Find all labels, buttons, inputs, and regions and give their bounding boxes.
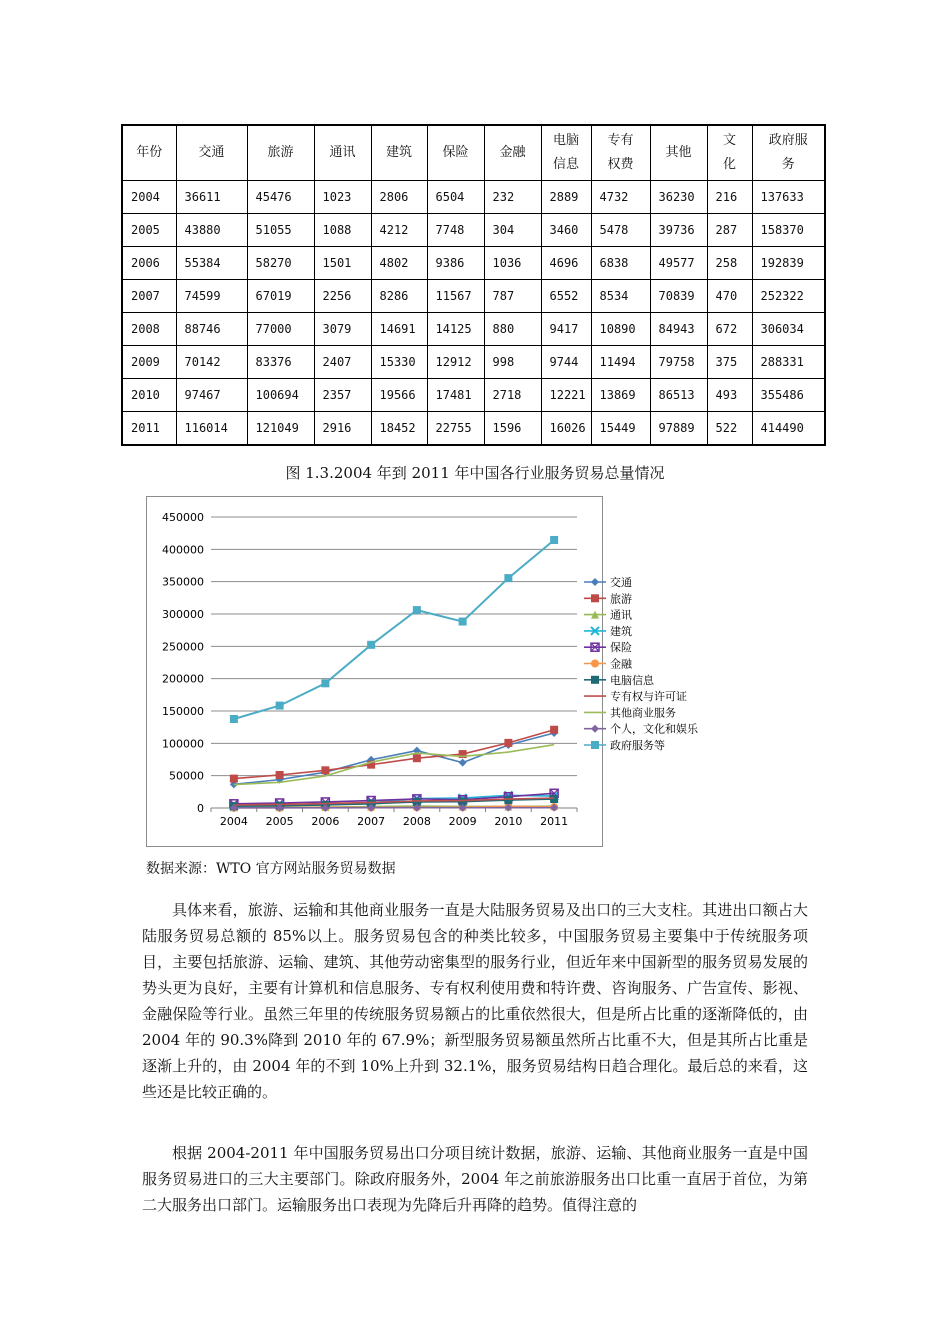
table-cell: 2006	[122, 247, 176, 280]
table-cell: 100694	[247, 379, 314, 412]
x-tick-label: 2010	[494, 815, 523, 828]
table-cell: 4732	[591, 181, 650, 214]
chart-svg	[147, 497, 698, 846]
table-cell: 6504	[427, 181, 484, 214]
table-cell: 70142	[176, 346, 247, 379]
table-cell: 1036	[484, 247, 541, 280]
table-cell: 116014	[176, 412, 247, 446]
table-row	[122, 346, 825, 379]
legend-label: 政府服务等	[610, 739, 665, 752]
table-cell: 2916	[314, 412, 371, 446]
table-cell: 12912	[427, 346, 484, 379]
source-note: 数据来源：WTO 官方网站服务贸易数据	[146, 861, 396, 877]
table-cell: 3079	[314, 313, 371, 346]
table-cell: 12221	[541, 379, 591, 412]
table-cell: 355486	[752, 379, 825, 412]
header-cell: 金融	[484, 125, 541, 181]
y-tick-label: 300000	[162, 608, 204, 621]
table-cell: 2407	[314, 346, 371, 379]
legend-label: 交通	[610, 576, 632, 589]
table-cell: 13869	[591, 379, 650, 412]
table-cell: 51055	[247, 214, 314, 247]
data-point	[504, 574, 512, 582]
data-point	[459, 618, 467, 626]
table-body	[122, 181, 825, 446]
table-cell: 375	[707, 346, 752, 379]
data-point	[230, 775, 238, 783]
y-tick-label: 400000	[162, 543, 204, 557]
legend-marker	[591, 676, 599, 684]
table-cell: 86513	[650, 379, 707, 412]
table-cell: 17481	[427, 379, 484, 412]
table-cell: 232	[484, 181, 541, 214]
legend-marker	[591, 741, 599, 749]
table-cell: 998	[484, 346, 541, 379]
y-tick-label: 450000	[162, 511, 204, 524]
y-tick-label: 0	[197, 802, 204, 815]
data-point	[276, 771, 284, 779]
table-cell: 121049	[247, 412, 314, 446]
legend-label: 建筑	[610, 624, 632, 638]
table-cell: 11494	[591, 346, 650, 379]
table-cell: 1596	[484, 412, 541, 446]
x-tick-label: 2004	[219, 815, 248, 828]
data-point	[504, 796, 512, 804]
header-row	[122, 125, 825, 181]
table-cell: 88746	[176, 313, 247, 346]
x-tick-label: 2011	[540, 815, 569, 828]
x-tick-label: 2009	[448, 815, 477, 828]
table-cell: 16026	[541, 412, 591, 446]
y-tick-label: 200000	[162, 672, 204, 686]
table-cell: 9386	[427, 247, 484, 280]
data-point	[413, 606, 421, 614]
table-row	[122, 247, 825, 280]
table-cell: 6838	[591, 247, 650, 280]
table-cell: 14691	[371, 313, 427, 346]
table-cell: 287	[707, 214, 752, 247]
table-cell: 58270	[247, 247, 314, 280]
table-cell: 10890	[591, 313, 650, 346]
table-cell: 2256	[314, 280, 371, 313]
table-cell: 2718	[484, 379, 541, 412]
table-cell: 2011	[122, 412, 176, 446]
table-cell: 14125	[427, 313, 484, 346]
x-tick-label: 2007	[357, 815, 386, 828]
table-cell: 97889	[650, 412, 707, 446]
legend-label: 旅游	[610, 592, 632, 606]
table-cell: 83376	[247, 346, 314, 379]
table-cell: 2004	[122, 181, 176, 214]
header-cell: 政府服 务	[752, 125, 825, 181]
legend-label: 专有权与许可证	[610, 690, 687, 704]
table-cell: 137633	[752, 181, 825, 214]
table-cell: 672	[707, 313, 752, 346]
table-cell: 67019	[247, 280, 314, 313]
table-cell: 304	[484, 214, 541, 247]
table-cell: 6552	[541, 280, 591, 313]
table-cell: 97467	[176, 379, 247, 412]
table-header	[122, 125, 825, 181]
table-cell: 22755	[427, 412, 484, 446]
data-point	[230, 715, 238, 723]
legend-marker	[591, 725, 599, 733]
table-cell: 3460	[541, 214, 591, 247]
table-cell: 43880	[176, 214, 247, 247]
table-cell: 36230	[650, 181, 707, 214]
paragraph-2: 根据 2004-2011 年中国服务贸易出口分项目统计数据，旅游、运输、其他商业服务一直是中国服务贸易进口的三大主要部门。除政府服务外，2004 年之前旅游服务出口比重一直居于首位，为第二大服务出口部门。运输服务出口表现为先降后升再降的趋势。值得注意的	[142, 1144, 808, 1214]
table-cell: 2889	[541, 181, 591, 214]
table-cell: 1501	[314, 247, 371, 280]
table-cell: 4696	[541, 247, 591, 280]
legend-label: 其他商业服务	[610, 706, 676, 720]
legend-label: 金融	[610, 657, 632, 671]
table-cell: 19566	[371, 379, 427, 412]
table-cell: 216	[707, 181, 752, 214]
header-cell: 专有 权费	[591, 125, 650, 181]
table-cell: 5478	[591, 214, 650, 247]
table-cell: 70839	[650, 280, 707, 313]
header-cell: 文 化	[707, 125, 752, 181]
legend-label: 电脑信息	[610, 673, 654, 687]
table-cell: 74599	[176, 280, 247, 313]
table-cell: 49577	[650, 247, 707, 280]
data-point	[321, 679, 329, 687]
table-cell: 522	[707, 412, 752, 446]
legend-label: 通讯	[610, 608, 632, 622]
legend-marker	[591, 578, 599, 586]
service-trade-table	[121, 124, 826, 446]
data-point	[276, 702, 284, 710]
y-tick-label: 50000	[169, 769, 204, 783]
table-cell: 1088	[314, 214, 371, 247]
y-tick-label: 350000	[162, 575, 204, 589]
legend-label: 个人，文化和娱乐	[610, 722, 698, 736]
table-cell: 15330	[371, 346, 427, 379]
header-cell: 旅游	[247, 125, 314, 181]
table-cell: 470	[707, 280, 752, 313]
table-cell: 36611	[176, 181, 247, 214]
header-cell: 建筑	[371, 125, 427, 181]
table-cell: 2005	[122, 214, 176, 247]
header-cell: 年份	[122, 125, 176, 181]
table-cell: 258	[707, 247, 752, 280]
line-chart	[146, 496, 698, 847]
table-cell: 18452	[371, 412, 427, 446]
data-point	[413, 754, 421, 762]
header-cell: 通讯	[314, 125, 371, 181]
y-tick-label: 150000	[162, 705, 204, 718]
table-cell: 158370	[752, 214, 825, 247]
table-cell: 77000	[247, 313, 314, 346]
table-cell: 84943	[650, 313, 707, 346]
table-row	[122, 412, 825, 446]
table-cell: 39736	[650, 214, 707, 247]
table-cell: 11567	[427, 280, 484, 313]
table-cell: 8286	[371, 280, 427, 313]
data-point	[550, 795, 558, 803]
data-point	[550, 536, 558, 544]
table-cell: 4212	[371, 214, 427, 247]
legend-marker	[591, 660, 599, 668]
data-point	[367, 641, 375, 649]
table-cell: 9744	[541, 346, 591, 379]
table-cell: 880	[484, 313, 541, 346]
x-tick-label: 2008	[402, 815, 431, 828]
header-cell: 保险	[427, 125, 484, 181]
table-cell: 787	[484, 280, 541, 313]
table-cell: 2806	[371, 181, 427, 214]
table-cell: 8534	[591, 280, 650, 313]
table-row	[122, 280, 825, 313]
header-cell: 交通	[176, 125, 247, 181]
table-cell: 306034	[752, 313, 825, 346]
table-cell: 2357	[314, 379, 371, 412]
table-cell: 4802	[371, 247, 427, 280]
table-row	[122, 379, 825, 412]
table-cell: 252322	[752, 280, 825, 313]
paragraph-1: 具体来看，旅游、运输和其他商业服务一直是大陆服务贸易及出口的三大支柱。其进出口额占大陆服务贸易总额的 85%以上。服务贸易包含的种类比较多，中国服务贸易主要集中于传统服务项目，主要包括旅游、运输、建筑、其他劳动密集型的服务行业，但近年来中国新型的服务贸易发展的势头更为良好，主要有计算机和信息服务、专有权利使用费和特许费、咨询服务、广告宣传、影视、金融保险等行业。虽然三年里的传统服务贸易额占的比重依然很大，但是所占比重的逐渐降低的，由 2004 年的 90.3%降到 2010 年的 67.9%；新型服务贸易额虽然所占比重不大，但是其所占比重是逐渐上升的，由 2004 年的不到 10%上升到 32.1%，服务贸易结构日趋合理化。最后总的来看，这些还是比较正确的。	[142, 901, 808, 1101]
y-tick-label: 100000	[162, 737, 204, 751]
data-point	[504, 739, 512, 747]
data-point	[459, 759, 467, 767]
table-cell: 79758	[650, 346, 707, 379]
table-cell: 2009	[122, 346, 176, 379]
legend-marker	[591, 594, 599, 602]
table-cell: 55384	[176, 247, 247, 280]
y-tick-label: 250000	[162, 640, 204, 654]
header-cell: 电脑 信息	[541, 125, 591, 181]
table-row	[122, 214, 825, 247]
table-cell: 1023	[314, 181, 371, 214]
table-cell: 2008	[122, 313, 176, 346]
series-line	[234, 540, 554, 719]
x-tick-label: 2006	[311, 815, 340, 828]
table-cell: 45476	[247, 181, 314, 214]
table-cell: 493	[707, 379, 752, 412]
table-row	[122, 181, 825, 214]
table-cell: 192839	[752, 247, 825, 280]
x-tick-label: 2005	[265, 815, 294, 828]
table-cell: 288331	[752, 346, 825, 379]
table-cell: 7748	[427, 214, 484, 247]
table-cell: 15449	[591, 412, 650, 446]
data-point	[550, 726, 558, 734]
header-cell: 其他	[650, 125, 707, 181]
table-cell: 2007	[122, 280, 176, 313]
table-row	[122, 313, 825, 346]
legend-label: 保险	[610, 641, 632, 655]
data-point	[321, 766, 329, 774]
figure-caption: 图 1.3.2004 年到 2011 年中国各行业服务贸易总量情况	[285, 464, 665, 482]
table-cell: 414490	[752, 412, 825, 446]
table-cell: 9417	[541, 313, 591, 346]
table-cell: 2010	[122, 379, 176, 412]
